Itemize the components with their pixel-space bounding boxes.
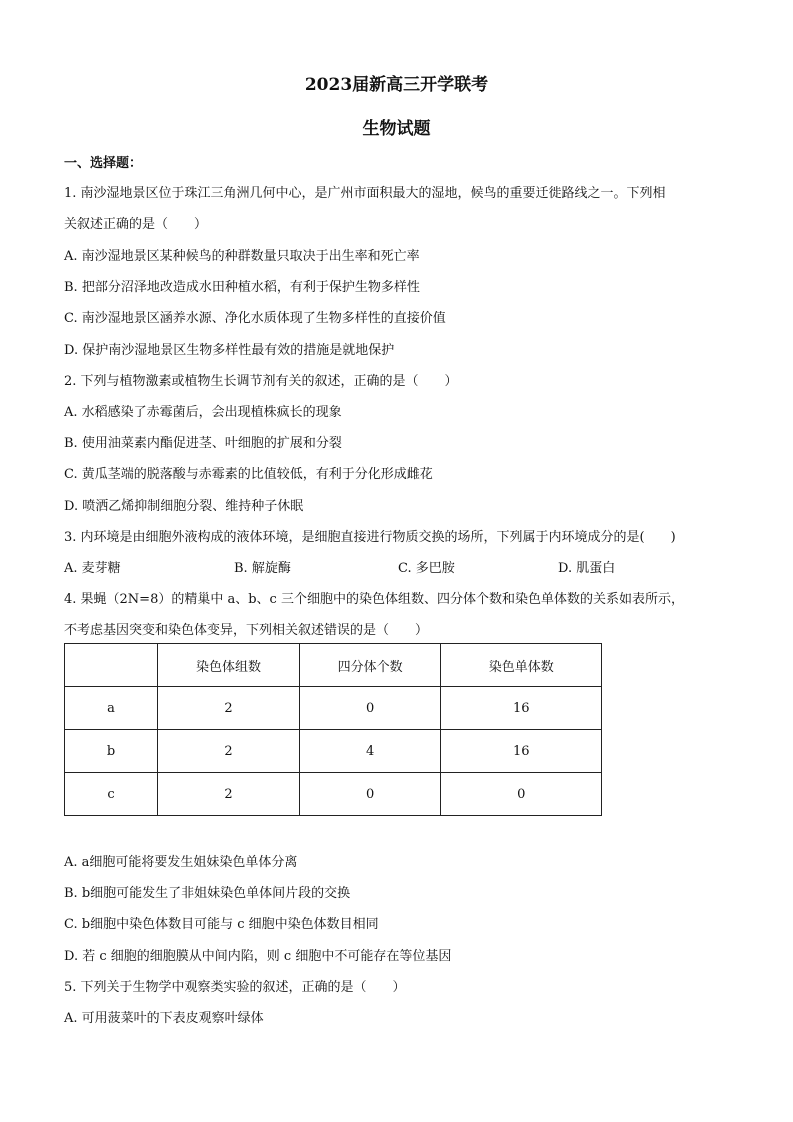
table-cell: 0 bbox=[299, 773, 441, 816]
q3-option-c: C. 多巴胺 bbox=[398, 561, 455, 576]
table-row bbox=[65, 687, 602, 730]
table-cell: 0 bbox=[299, 687, 441, 730]
q3-option-a: A. 麦芽糖 bbox=[64, 561, 121, 576]
q2-option-b: B. 使用油菜素内酯促进茎、叶细胞的扩展和分裂 bbox=[64, 436, 342, 451]
table-cell: 2 bbox=[158, 730, 300, 773]
q2-stem: 2. 下列与植物激素或植物生长调节剂有关的叙述，正确的是（ ） bbox=[64, 374, 458, 389]
q3-stem: 3. 内环境是由细胞外液构成的液体环境，是细胞直接进行物质交换的场所，下列属于内环境成分的是( ) bbox=[64, 530, 676, 545]
q3-options bbox=[64, 557, 744, 575]
q2-option-c: C. 黄瓜茎端的脱落酸与赤霉素的比值较低，有利于分化形成雌花 bbox=[64, 467, 433, 482]
q4-stem-line1: 4. 果蝇（2N=8）的精巢中 a、b、c 三个细胞中的染色体组数、四分体个数和染色单体数的关系如表所示， bbox=[64, 592, 684, 607]
q5-option-a: A. 可用菠菜叶的下表皮观察叶绿体 bbox=[64, 1011, 264, 1026]
q4-option-a: A. a细胞可能将要发生姐妹染色单体分离 bbox=[64, 855, 298, 870]
q4-option-d: D. 若 c 细胞的细胞膜从中间内陷，则 c 细胞中不可能存在等位基因 bbox=[64, 949, 452, 964]
table-cell: 2 bbox=[158, 773, 300, 816]
q4-option-b: B. b细胞可能发生了非姐妹染色单体间片段的交换 bbox=[64, 886, 351, 901]
q3-option-d: D. 肌蛋白 bbox=[558, 561, 616, 576]
q1-option-a: A. 南沙湿地景区某种候鸟的种群数量只取决于出生率和死亡率 bbox=[64, 249, 420, 264]
exam-title: 2023届新高三开学联考 bbox=[304, 75, 489, 95]
table-cell: 0 bbox=[441, 773, 602, 816]
q4-stem-line2: 不考虑基因突变和染色体变异，下列相关叙述错误的是（ ） bbox=[64, 623, 429, 638]
table-cell: 4 bbox=[299, 730, 441, 773]
q5-stem: 5. 下列关于生物学中观察类实验的叙述，正确的是（ ） bbox=[64, 980, 406, 995]
q2-option-a: A. 水稻感染了赤霉菌后，会出现植株疯长的现象 bbox=[64, 405, 342, 420]
table-header-row bbox=[65, 644, 602, 687]
table-cell: c bbox=[65, 773, 158, 816]
table-cell: 16 bbox=[441, 687, 602, 730]
table-header-cell: 染色体组数 bbox=[158, 644, 300, 687]
q4-table bbox=[64, 643, 602, 816]
table-row bbox=[65, 730, 602, 773]
table-cell: a bbox=[65, 687, 158, 730]
table-header-cell: 四分体个数 bbox=[299, 644, 441, 687]
table-cell: 16 bbox=[441, 730, 602, 773]
q1-stem-line1: 1. 南沙湿地景区位于珠江三角洲几何中心，是广州市面积最大的湿地，候鸟的重要迁徙路线之一。下列相 bbox=[64, 186, 666, 201]
q1-option-c: C. 南沙湿地景区涵养水源、净化水质体现了生物多样性的直接价值 bbox=[64, 311, 446, 326]
q2-option-d: D. 喷洒乙烯抑制细胞分裂、维持种子休眠 bbox=[64, 499, 304, 514]
table-cell: b bbox=[65, 730, 158, 773]
section-heading: 一、选择题： bbox=[64, 156, 143, 171]
q1-option-b: B. 把部分沼泽地改造成水田种植水稻，有利于保护生物多样性 bbox=[64, 280, 420, 295]
exam-subtitle: 生物试题 bbox=[362, 119, 431, 139]
q4-option-c: C. b细胞中染色体数目可能与 c 细胞中染色体数目相同 bbox=[64, 917, 379, 932]
q1-option-d: D. 保护南沙湿地景区生物多样性最有效的措施是就地保护 bbox=[64, 343, 395, 358]
table-cell: 2 bbox=[158, 687, 300, 730]
table-row bbox=[65, 773, 602, 816]
table-header-cell bbox=[65, 644, 158, 687]
table-header-cell: 染色单体数 bbox=[441, 644, 602, 687]
q1-stem-line2: 关叙述正确的是（ ） bbox=[64, 217, 208, 232]
q3-option-b: B. 解旋酶 bbox=[234, 561, 291, 576]
